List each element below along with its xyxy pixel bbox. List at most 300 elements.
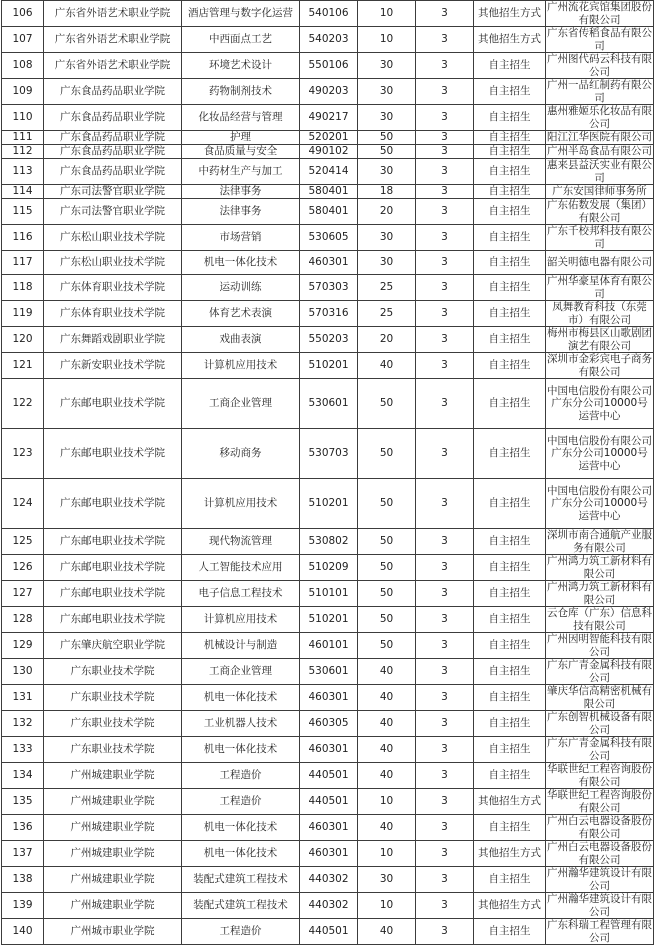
enrollment-count-cell: 30 (358, 53, 416, 79)
major-name-cell: 电子信息工程技术 (182, 581, 300, 607)
major-code-cell: 440501 (300, 789, 358, 815)
partner-company-cell: 深圳市南合通航产业服务有限公司 (547, 529, 652, 554)
row-number-cell: 123 (2, 429, 44, 479)
table-row (2, 145, 654, 159)
major-code-cell: 460301 (300, 841, 358, 867)
row-number-cell: 126 (2, 555, 44, 581)
duration-years-cell: 3 (416, 327, 474, 353)
enrollment-count-cell: 30 (358, 867, 416, 893)
major-code-cell: 520414 (300, 159, 358, 185)
school-name-cell: 广东食品药品职业学院 (44, 105, 182, 131)
duration-years-cell: 3 (416, 529, 474, 555)
table-row (2, 763, 654, 789)
partner-company-cell: 广州因明智能科技有限公司 (547, 633, 652, 658)
table-row (2, 185, 654, 199)
enrollment-method-cell: 自主招生 (474, 555, 546, 581)
enrollment-table (1, 0, 654, 945)
major-code-cell: 550203 (300, 327, 358, 353)
major-code-cell: 510201 (300, 607, 358, 633)
enrollment-method-cell: 其他招生方式 (474, 841, 546, 867)
enrollment-count-cell: 40 (358, 815, 416, 841)
school-name-cell: 广东松山职业技术学院 (44, 225, 182, 251)
row-number-cell: 127 (2, 581, 44, 607)
enrollment-count-cell: 30 (358, 159, 416, 185)
major-code-cell: 460301 (300, 251, 358, 275)
duration-years-cell: 3 (416, 555, 474, 581)
enrollment-count-cell: 50 (358, 131, 416, 145)
enrollment-method-cell: 自主招生 (474, 185, 546, 199)
major-name-cell: 食品质量与安全 (182, 145, 300, 159)
table-row (2, 581, 654, 607)
row-number-cell: 131 (2, 685, 44, 711)
table-row (2, 867, 654, 893)
enrollment-count-cell: 10 (358, 841, 416, 867)
enrollment-method-cell: 自主招生 (474, 353, 546, 379)
row-number-cell: 107 (2, 27, 44, 53)
enrollment-count-cell: 30 (358, 251, 416, 275)
table-row (2, 919, 654, 945)
major-name-cell: 机械设计与制造 (182, 633, 300, 659)
major-code-cell: 580401 (300, 185, 358, 199)
major-name-cell: 计算机应用技术 (182, 353, 300, 379)
table-row (2, 53, 654, 79)
enrollment-method-cell: 自主招生 (474, 815, 546, 841)
enrollment-method-cell: 其他招生方式 (474, 789, 546, 815)
table-row (2, 429, 654, 479)
major-name-cell: 工商企业管理 (182, 379, 300, 429)
duration-years-cell: 3 (416, 815, 474, 841)
duration-years-cell: 3 (416, 27, 474, 53)
table-row (2, 225, 654, 251)
partner-company-cell: 广州鸿力筑工新材料有限公司 (547, 581, 652, 606)
partner-company-cell: 惠来县益沃实业有限公司 (547, 159, 652, 184)
duration-years-cell: 3 (416, 607, 474, 633)
major-code-cell: 460301 (300, 815, 358, 841)
partner-company-cell: 云仓库（广东）信息科技有限公司 (547, 607, 652, 632)
major-name-cell: 护理 (182, 131, 300, 145)
row-number-cell: 133 (2, 737, 44, 763)
table-row (2, 841, 654, 867)
duration-years-cell: 3 (416, 763, 474, 789)
enrollment-count-cell: 18 (358, 185, 416, 199)
school-name-cell: 广州城建职业学院 (44, 763, 182, 789)
major-code-cell: 510201 (300, 353, 358, 379)
school-name-cell: 广东职业技术学院 (44, 711, 182, 737)
table-row (2, 251, 654, 275)
enrollment-method-cell: 自主招生 (474, 145, 546, 159)
school-name-cell: 广东食品药品职业学院 (44, 159, 182, 185)
enrollment-count-cell: 20 (358, 327, 416, 353)
enrollment-method-cell: 自主招生 (474, 659, 546, 685)
row-number-cell: 139 (2, 893, 44, 919)
major-name-cell: 机电一体化技术 (182, 815, 300, 841)
school-name-cell: 广东食品药品职业学院 (44, 131, 182, 145)
partner-company-cell: 华联世纪工程咨询股份有限公司 (547, 789, 652, 814)
major-code-cell: 490217 (300, 105, 358, 131)
partner-company-cell: 韶关明德电器有限公司 (546, 251, 654, 275)
school-name-cell: 广东职业技术学院 (44, 659, 182, 685)
duration-years-cell: 3 (416, 737, 474, 763)
partner-company-cell: 广东千校邦科技有限公司 (547, 225, 652, 250)
enrollment-count-cell: 40 (358, 659, 416, 685)
partner-company-cell: 梅州市梅县区山歌剧团演艺有限公司 (547, 327, 652, 352)
table-row (2, 131, 654, 145)
row-number-cell: 130 (2, 659, 44, 685)
row-number-cell: 125 (2, 529, 44, 555)
duration-years-cell: 3 (416, 711, 474, 737)
school-name-cell: 广东体育职业技术学院 (44, 301, 182, 327)
major-name-cell: 计算机应用技术 (182, 607, 300, 633)
row-number-cell: 112 (2, 145, 44, 159)
duration-years-cell: 3 (416, 353, 474, 379)
table-row (2, 301, 654, 327)
row-number-cell: 134 (2, 763, 44, 789)
row-number-cell: 109 (2, 79, 44, 105)
major-name-cell: 计算机应用技术 (182, 479, 300, 529)
enrollment-method-cell: 自主招生 (474, 199, 546, 225)
major-name-cell: 机电一体化技术 (182, 251, 300, 275)
enrollment-method-cell: 自主招生 (474, 53, 546, 79)
table-row (2, 711, 654, 737)
enrollment-method-cell: 其他招生方式 (474, 27, 546, 53)
school-name-cell: 广东省外语艺术职业学院 (44, 27, 182, 53)
major-name-cell: 机电一体化技术 (182, 841, 300, 867)
enrollment-method-cell: 自主招生 (474, 479, 546, 529)
school-name-cell: 广州城建职业学院 (44, 841, 182, 867)
row-number-cell: 110 (2, 105, 44, 131)
enrollment-count-cell: 50 (358, 479, 416, 529)
partner-company-cell: 广州图代码云科技有限公司 (547, 53, 652, 78)
enrollment-method-cell: 自主招生 (474, 301, 546, 327)
school-name-cell: 广州城建职业学院 (44, 789, 182, 815)
enrollment-count-cell: 40 (358, 353, 416, 379)
enrollment-method-cell: 自主招生 (474, 867, 546, 893)
partner-company-cell: 中国电信股份有限公司广东分公司10000号运营中心 (546, 429, 654, 479)
partner-company-cell: 广州白云电器设备股份有限公司 (547, 841, 652, 866)
enrollment-method-cell: 自主招生 (474, 79, 546, 105)
school-name-cell: 广东司法警官职业学院 (44, 185, 182, 199)
enrollment-count-cell: 50 (358, 581, 416, 607)
major-name-cell: 装配式建筑工程技术 (182, 867, 300, 893)
duration-years-cell: 3 (416, 275, 474, 301)
duration-years-cell: 3 (416, 199, 474, 225)
enrollment-method-cell: 自主招生 (474, 919, 546, 945)
major-code-cell: 440302 (300, 867, 358, 893)
enrollment-count-cell: 50 (358, 633, 416, 659)
row-number-cell: 117 (2, 251, 44, 275)
partner-company-cell: 广州一品红制药有限公司 (547, 79, 652, 104)
major-code-cell: 510101 (300, 581, 358, 607)
enrollment-count-cell: 40 (358, 737, 416, 763)
enrollment-count-cell: 25 (358, 301, 416, 327)
major-code-cell: 460305 (300, 711, 358, 737)
enrollment-method-cell: 自主招生 (474, 225, 546, 251)
major-name-cell: 中西面点工艺 (182, 27, 300, 53)
table-row (2, 159, 654, 185)
duration-years-cell: 3 (416, 159, 474, 185)
table-row (2, 659, 654, 685)
table-row (2, 555, 654, 581)
row-number-cell: 115 (2, 199, 44, 225)
major-name-cell: 中药材生产与加工 (182, 159, 300, 185)
table-row (2, 105, 654, 131)
enrollment-count-cell: 40 (358, 763, 416, 789)
enrollment-count-cell: 30 (358, 225, 416, 251)
major-name-cell: 现代物流管理 (182, 529, 300, 555)
partner-company-cell: 广州流花宾馆集团股份有限公司 (547, 1, 652, 26)
partner-company-cell: 广东科瑞工程管理有限公司 (547, 919, 652, 944)
major-name-cell: 化妆品经营与管理 (182, 105, 300, 131)
enrollment-method-cell: 自主招生 (474, 737, 546, 763)
duration-years-cell: 3 (416, 53, 474, 79)
partner-company-cell: 阳江江华医院有限公司 (547, 131, 652, 144)
major-code-cell: 530703 (300, 429, 358, 479)
table-row (2, 275, 654, 301)
duration-years-cell: 3 (416, 479, 474, 529)
major-name-cell: 市场营销 (182, 225, 300, 251)
partner-company-cell: 广州瀚华建筑设计有限公司 (547, 867, 652, 892)
major-code-cell: 550106 (300, 53, 358, 79)
enrollment-method-cell: 其他招生方式 (474, 893, 546, 919)
enrollment-count-cell: 40 (358, 711, 416, 737)
row-number-cell: 113 (2, 159, 44, 185)
row-number-cell: 132 (2, 711, 44, 737)
partner-company-cell: 肇庆华信高精密机械有限公司 (547, 685, 652, 710)
enrollment-method-cell: 其他招生方式 (474, 1, 546, 27)
duration-years-cell: 3 (416, 131, 474, 145)
partner-company-cell: 凤舞教育科技（东莞市）有限公司 (546, 301, 654, 327)
school-name-cell: 广东邮电职业技术学院 (44, 607, 182, 633)
major-code-cell: 530802 (300, 529, 358, 555)
major-code-cell: 510201 (300, 479, 358, 529)
enrollment-method-cell: 自主招生 (474, 131, 546, 145)
enrollment-method-cell: 自主招生 (474, 685, 546, 711)
school-name-cell: 广东邮电职业技术学院 (44, 529, 182, 555)
duration-years-cell: 3 (416, 145, 474, 159)
enrollment-count-cell: 50 (358, 607, 416, 633)
major-code-cell: 490102 (300, 145, 358, 159)
enrollment-count-cell: 50 (358, 529, 416, 555)
partner-company-cell: 广州华豪星体育有限公司 (547, 275, 652, 300)
partner-company-cell: 广东安国律师事务所 (546, 185, 654, 199)
major-code-cell: 540106 (300, 1, 358, 27)
row-number-cell: 138 (2, 867, 44, 893)
enrollment-count-cell: 40 (358, 919, 416, 945)
row-number-cell: 116 (2, 225, 44, 251)
enrollment-count-cell: 10 (358, 1, 416, 27)
table-row (2, 353, 654, 379)
partner-company-cell: 惠州雅姬乐化妆品有限公司 (547, 105, 652, 130)
major-name-cell: 体育艺术表演 (182, 301, 300, 327)
duration-years-cell: 3 (416, 841, 474, 867)
school-name-cell: 广东省外语艺术职业学院 (44, 53, 182, 79)
school-name-cell: 广东新安职业技术学院 (44, 353, 182, 379)
major-code-cell: 440501 (300, 919, 358, 945)
major-name-cell: 装配式建筑工程技术 (182, 893, 300, 919)
enrollment-method-cell: 自主招生 (474, 429, 546, 479)
row-number-cell: 118 (2, 275, 44, 301)
table-body (2, 1, 654, 945)
row-number-cell: 114 (2, 185, 44, 199)
school-name-cell: 广东职业技术学院 (44, 737, 182, 763)
duration-years-cell: 3 (416, 659, 474, 685)
school-name-cell: 广州城建职业学院 (44, 867, 182, 893)
partner-company-cell: 广东省传稻食品有限公司 (547, 27, 652, 52)
duration-years-cell: 3 (416, 893, 474, 919)
duration-years-cell: 3 (416, 105, 474, 131)
major-code-cell: 530605 (300, 225, 358, 251)
table-row (2, 633, 654, 659)
partner-company-cell: 中国电信股份有限公司广东分公司10000号运营中心 (546, 479, 654, 529)
table-row (2, 479, 654, 529)
enrollment-count-cell: 50 (358, 555, 416, 581)
major-code-cell: 570303 (300, 275, 358, 301)
major-name-cell: 机电一体化技术 (182, 685, 300, 711)
partner-company-cell: 广州瀚华建筑设计有限公司 (547, 893, 652, 918)
row-number-cell: 136 (2, 815, 44, 841)
major-code-cell: 460101 (300, 633, 358, 659)
school-name-cell: 广东体育职业技术学院 (44, 275, 182, 301)
enrollment-count-cell: 10 (358, 893, 416, 919)
table-row (2, 815, 654, 841)
table-row (2, 685, 654, 711)
duration-years-cell: 3 (416, 789, 474, 815)
duration-years-cell: 3 (416, 429, 474, 479)
school-name-cell: 广东邮电职业技术学院 (44, 379, 182, 429)
school-name-cell: 广州城建职业学院 (44, 815, 182, 841)
table-row (2, 27, 654, 53)
enrollment-method-cell: 自主招生 (474, 607, 546, 633)
partner-company-cell: 广州鸿力筑工新材料有限公司 (547, 555, 652, 580)
duration-years-cell: 3 (416, 79, 474, 105)
school-name-cell: 广东邮电职业技术学院 (44, 581, 182, 607)
table-row (2, 327, 654, 353)
major-code-cell: 580401 (300, 199, 358, 225)
school-name-cell: 广东邮电职业技术学院 (44, 429, 182, 479)
table-row (2, 789, 654, 815)
school-name-cell: 广东邮电职业技术学院 (44, 479, 182, 529)
table-row (2, 79, 654, 105)
partner-company-cell: 广州半岛食品有限公司 (547, 145, 652, 158)
row-number-cell: 140 (2, 919, 44, 945)
school-name-cell: 广东松山职业技术学院 (44, 251, 182, 275)
enrollment-method-cell: 自主招生 (474, 327, 546, 353)
row-number-cell: 111 (2, 131, 44, 145)
duration-years-cell: 3 (416, 185, 474, 199)
row-number-cell: 120 (2, 327, 44, 353)
school-name-cell: 广东省外语艺术职业学院 (44, 1, 182, 27)
enrollment-method-cell: 自主招生 (474, 711, 546, 737)
partner-company-cell: 广州白云电器设备股份有限公司 (547, 815, 652, 840)
row-number-cell: 106 (2, 1, 44, 27)
school-name-cell: 广东司法警官职业学院 (44, 199, 182, 225)
enrollment-method-cell: 自主招生 (474, 633, 546, 659)
major-name-cell: 法律事务 (182, 185, 300, 199)
school-name-cell: 广州城市职业学院 (44, 919, 182, 945)
table-row (2, 893, 654, 919)
table-row (2, 379, 654, 429)
partner-company-cell: 广东创智机械设备有限公司 (547, 711, 652, 736)
school-name-cell: 广东食品药品职业学院 (44, 79, 182, 105)
school-name-cell: 广东舞蹈戏剧职业学院 (44, 327, 182, 353)
major-code-cell: 440501 (300, 763, 358, 789)
enrollment-count-cell: 25 (358, 275, 416, 301)
major-name-cell: 人工智能技术应用 (182, 555, 300, 581)
major-code-cell: 440302 (300, 893, 358, 919)
table-row (2, 737, 654, 763)
school-name-cell: 广东肇庆航空职业学院 (44, 633, 182, 659)
school-name-cell: 广东职业技术学院 (44, 685, 182, 711)
enrollment-method-cell: 自主招生 (474, 379, 546, 429)
school-name-cell: 广东食品药品职业学院 (44, 145, 182, 159)
enrollment-count-cell: 30 (358, 79, 416, 105)
major-name-cell: 工程造价 (182, 919, 300, 945)
major-name-cell: 工业机器人技术 (182, 711, 300, 737)
enrollment-method-cell: 自主招生 (474, 159, 546, 185)
major-code-cell: 520201 (300, 131, 358, 145)
row-number-cell: 124 (2, 479, 44, 529)
row-number-cell: 119 (2, 301, 44, 327)
school-name-cell: 广州城建职业学院 (44, 893, 182, 919)
school-name-cell: 广东邮电职业技术学院 (44, 555, 182, 581)
duration-years-cell: 3 (416, 379, 474, 429)
duration-years-cell: 3 (416, 919, 474, 945)
enrollment-count-cell: 50 (358, 145, 416, 159)
major-code-cell: 490203 (300, 79, 358, 105)
duration-years-cell: 3 (416, 685, 474, 711)
major-code-cell: 460301 (300, 685, 358, 711)
major-name-cell: 工程造价 (182, 763, 300, 789)
major-name-cell: 机电一体化技术 (182, 737, 300, 763)
enrollment-count-cell: 20 (358, 199, 416, 225)
table-row (2, 199, 654, 225)
major-code-cell: 460301 (300, 737, 358, 763)
partner-company-cell: 广东广青金属科技有限公司 (547, 659, 652, 684)
row-number-cell: 108 (2, 53, 44, 79)
row-number-cell: 129 (2, 633, 44, 659)
duration-years-cell: 3 (416, 867, 474, 893)
row-number-cell: 121 (2, 353, 44, 379)
enrollment-method-cell: 自主招生 (474, 251, 546, 275)
major-code-cell: 530601 (300, 379, 358, 429)
partner-company-cell: 深圳市金彩宾电子商务有限公司 (547, 353, 652, 378)
enrollment-count-cell: 10 (358, 789, 416, 815)
duration-years-cell: 3 (416, 633, 474, 659)
row-number-cell: 135 (2, 789, 44, 815)
partner-company-cell: 广东广青金属科技有限公司 (547, 737, 652, 762)
major-name-cell: 酒店管理与数字化运营 (182, 1, 300, 27)
major-code-cell: 540203 (300, 27, 358, 53)
enrollment-method-cell: 自主招生 (474, 581, 546, 607)
duration-years-cell: 3 (416, 581, 474, 607)
duration-years-cell: 3 (416, 225, 474, 251)
major-name-cell: 工程造价 (182, 789, 300, 815)
duration-years-cell: 3 (416, 301, 474, 327)
major-code-cell: 510209 (300, 555, 358, 581)
row-number-cell: 122 (2, 379, 44, 429)
enrollment-count-cell: 50 (358, 379, 416, 429)
enrollment-method-cell: 自主招生 (474, 529, 546, 555)
partner-company-cell: 华联世纪工程咨询股份有限公司 (547, 763, 652, 788)
enrollment-method-cell: 自主招生 (474, 275, 546, 301)
major-code-cell: 530601 (300, 659, 358, 685)
table-row (2, 1, 654, 27)
major-name-cell: 药物制剂技术 (182, 79, 300, 105)
enrollment-count-cell: 50 (358, 429, 416, 479)
row-number-cell: 128 (2, 607, 44, 633)
major-code-cell: 570316 (300, 301, 358, 327)
enrollment-count-cell: 40 (358, 685, 416, 711)
